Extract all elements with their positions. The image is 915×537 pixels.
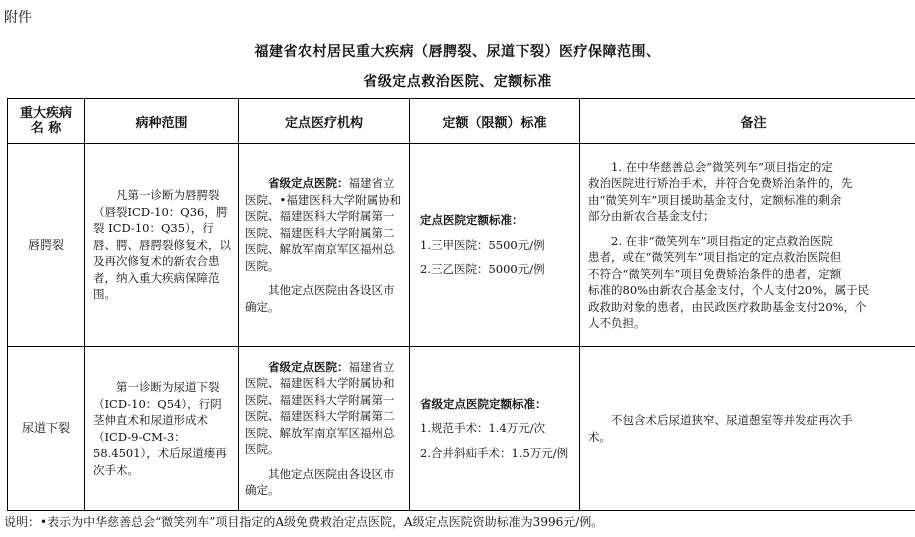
quota-item: 1.三甲医院：5500元/例 [420,237,545,252]
remarks-line: 不包含术后尿道狭窄、尿道憩室等并发症再次手 [611,413,853,427]
footnote: 说明：•表示为中华慈善总会“微笑列车”项目指定的A级免费救治定点医院，A级定点医院资助标准为3996元/例。 [4,515,604,529]
header-quota: 定额（限额）标准 [410,99,580,144]
remarks-line: 救治医院进行矫治手术，并符合免费矫治条件的，先 [588,176,853,190]
table-row-cleft-lip [8,144,915,347]
header-disease-name [8,99,85,144]
quota-title: 省级定点医院定额标准： [420,396,547,411]
cell-quota [410,144,580,347]
institution-other: 其他定点医院由各设区市确定。 [245,283,395,314]
header-disease-name-line1: 重大疾病 [19,106,72,121]
institution-list: 福建省立医院、福建医科大学附属协和医院、福建医科大学附属第一医院、福建医科大学附属第二医院、解放军南京军区福州总医院。 [245,359,395,456]
quota-title: 定点医院定额标准： [420,213,524,228]
coverage-table [7,98,915,511]
cell-institution [239,144,410,347]
remarks-line: 由“微笑列车”项目援助基金支付，定额标准的剩余 [588,192,842,207]
cell-scope [85,347,239,511]
remarks-line: 不符合“微笑列车”项目免费矫治条件的患者，定额 [588,266,842,281]
header-institution: 定点医疗机构 [239,99,410,144]
quota-item: 2.三乙医院：5000元/例 [420,262,545,277]
remarks-line: 人不负担。 [588,316,646,330]
remarks-line: 政救助对象的患者，由民政医疗救助基金支付20%，个 [588,299,867,314]
cell-institution [239,347,410,511]
institution-label: 省级定点医院： [268,359,349,374]
remarks-line: 患者，或在“微笑列车”项目指定的定点救治医院但 [588,250,842,264]
cell-disease-name: 唇腭裂 [8,144,85,347]
table-row-hypospadias [8,347,915,511]
remarks-line: 部分由新农合基金支付； [588,209,715,223]
quota-item: 2.合并斜疝手术：1.5万元/例 [420,445,569,460]
scope-text: 凡第一诊断为唇腭裂（唇裂ICD-10：Q36，腭裂 ICD-10：Q35），行唇、腭、唇腭裂修复术，以及再次修复术的新农合患者，纳入重大疾病保障范围。 [93,188,231,302]
cell-remarks [580,347,915,511]
remarks-line: 术。 [588,429,611,444]
institution-list: 福建省立医院、•福建医科大学附属协和医院、福建医科大学附属第一医院、福建医科大学附属第二医院、解放军南京军区福州总医院。 [245,176,402,273]
attachment-label: 附件 [4,10,32,26]
institution-label: 省级定点医院： [268,176,349,190]
header-disease-name-line2: 名 称 [30,121,62,136]
institution-text [245,175,403,274]
cell-scope [85,144,239,347]
remarks-line: 2. 在非“微笑列车”项目指定的定点救治医院 [611,233,833,248]
header-scope: 病种范围 [85,99,239,144]
header-remarks: 备注 [580,99,915,144]
remarks-line: 标准的80%由新农合基金支付，个人支付20%，属于民 [588,283,870,297]
remarks-line: 1. 在中华慈善总会“微笑列车”项目指定的定 [611,159,833,174]
document-title-line2: 省级定点救治医院、定额标准 [363,74,552,90]
table-header-row [8,99,915,144]
document-title-line1: 福建省农村居民重大疾病（唇腭裂、尿道下裂）医疗保障范围、 [254,44,661,60]
cell-disease-name: 尿道下裂 [8,347,85,511]
scope-text: 第一诊断为尿道下裂（ICD-10：Q54），行阴茎伸直术和尿道形成术（ICD-9-CM-3：58.4501），术后尿道瘘再次手术。 [93,380,227,477]
quota-item: 1.规范手术：1.4万元/次 [420,421,546,436]
cell-remarks [580,144,915,347]
institution-text [245,359,403,458]
cell-quota [410,347,580,511]
institution-other: 其他定点医院由各设区市确定。 [245,466,395,497]
